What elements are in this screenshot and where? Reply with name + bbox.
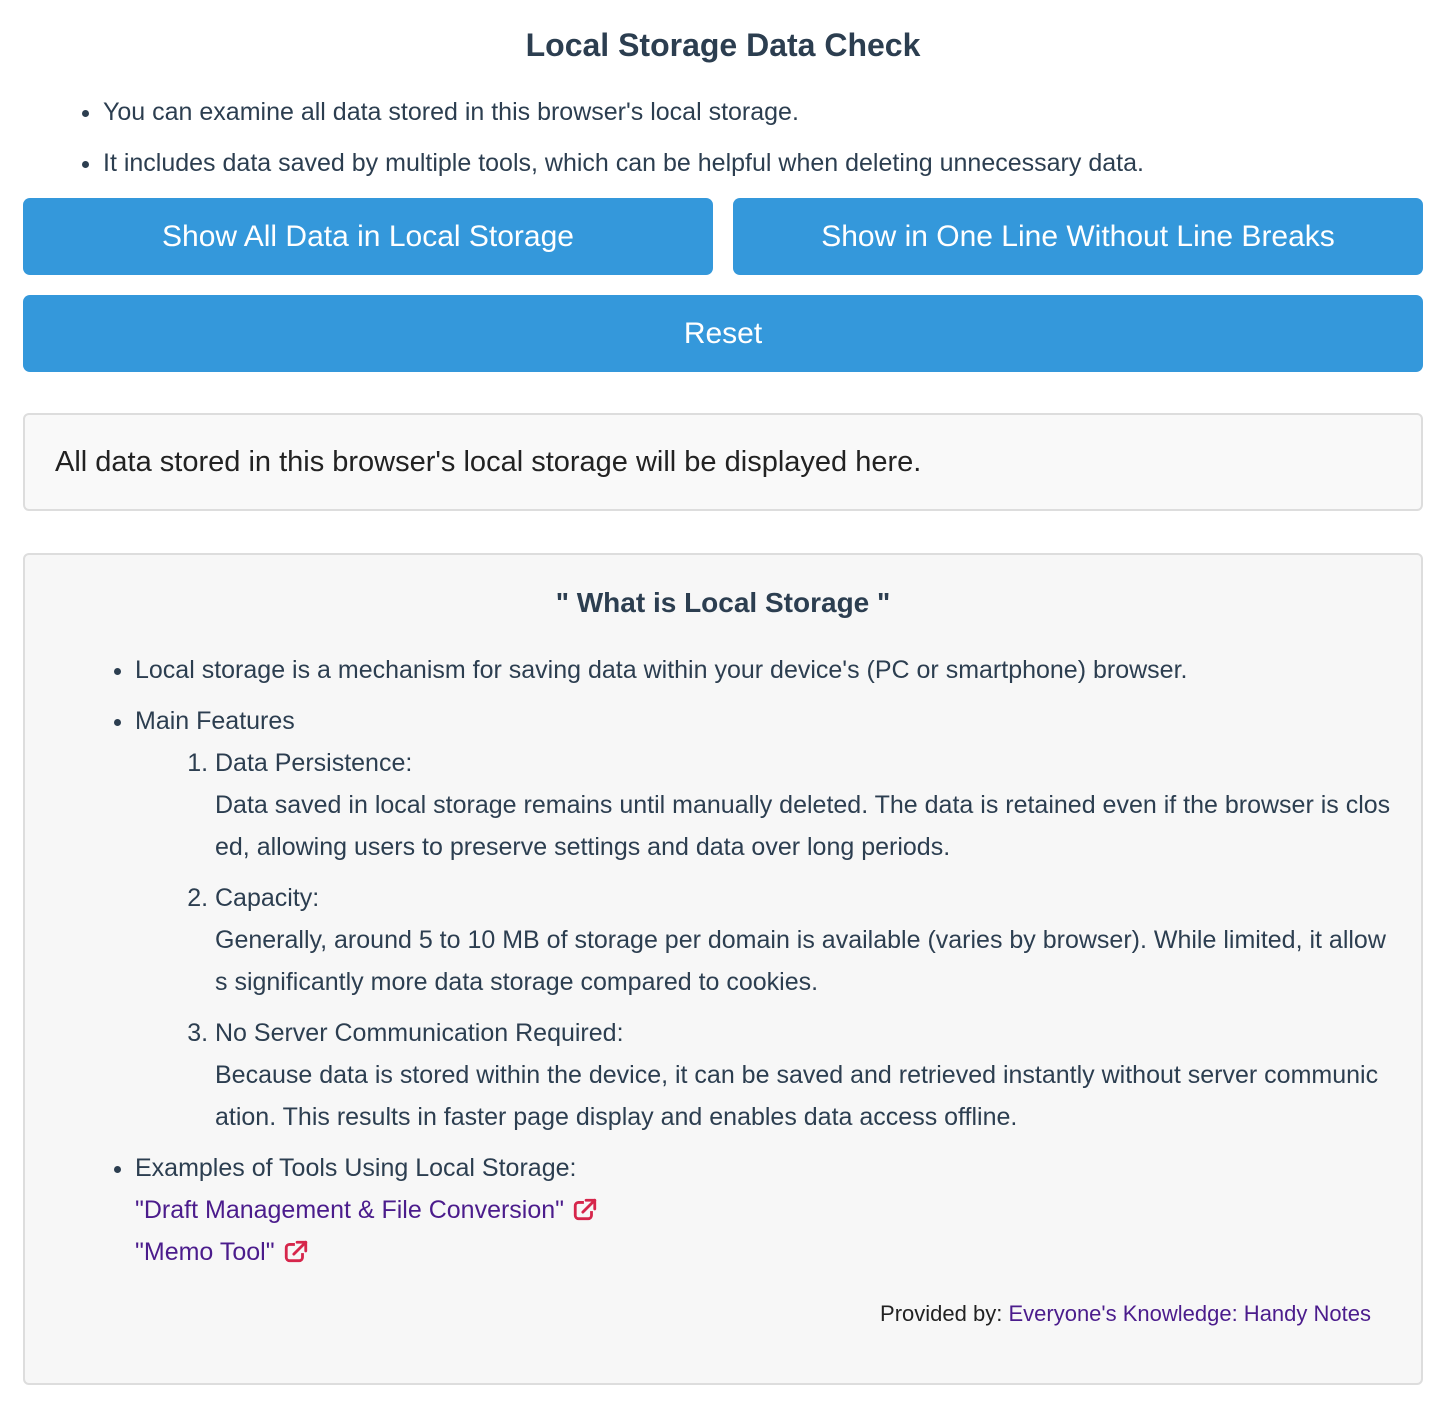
intro-list	[23, 95, 1423, 180]
memo-tool-link[interactable]	[135, 1231, 309, 1273]
examples-item	[135, 1147, 1391, 1273]
info-list	[25, 649, 1421, 1273]
show-all-data-button[interactable]: Show All Data in Local Storage	[23, 198, 713, 275]
external-link-icon	[572, 1197, 598, 1223]
output-placeholder: All data stored in this browser's local storage will be displayed here.	[55, 445, 922, 478]
info-panel	[23, 553, 1423, 1385]
provided-by	[880, 1301, 1371, 1327]
info-title: " What is Local Storage "	[555, 587, 891, 618]
feature-description: Because data is stored within the device, it can be saved and retrieved instantly without server communication. This results in faster page display and enables data access offline.	[215, 1061, 1379, 1131]
link-label: "Draft Management & File Conversion"	[135, 1196, 565, 1224]
definition-item: • Local storage is a mechanism for saving data within your device's (PC or smartphone) browser.	[135, 649, 1391, 691]
features-list	[135, 742, 1391, 1138]
feature-title: Data Persistence:	[215, 749, 413, 777]
features-heading: Main Features	[135, 707, 295, 735]
feature-title: Capacity:	[215, 884, 320, 912]
page	[23, 0, 1423, 1385]
intro-item: • It includes data saved by multiple tools, which can be helpful when deleting unnecessary data.	[103, 146, 1423, 180]
output-area	[23, 413, 1423, 511]
external-link-icon	[283, 1239, 309, 1265]
link-label: "Memo Tool"	[135, 1238, 275, 1266]
feature-description: Generally, around 5 to 10 MB of storage per domain is available (varies by browser). While limited, it allows significantly more data storage compared to cookies.	[215, 926, 1386, 996]
feature-title: No Server Communication Required:	[215, 1019, 624, 1047]
features-item	[135, 700, 1391, 1138]
reset-button[interactable]: Reset	[23, 295, 1423, 372]
examples-heading: Examples of Tools Using Local Storage:	[135, 1154, 577, 1182]
feature-item	[215, 742, 1391, 868]
draft-management-link[interactable]	[135, 1189, 598, 1231]
provided-by-label: Provided by:	[880, 1301, 1003, 1326]
feature-description: Data saved in local storage remains until manually deleted. The data is retained even if the browser is closed, allowing users to preserve settings and data over long periods.	[215, 791, 1391, 861]
provider-link[interactable]: Everyone's Knowledge: Handy Notes	[1008, 1301, 1371, 1326]
feature-item	[215, 877, 1391, 1003]
intro-item: • You can examine all data stored in this browser's local storage.	[103, 95, 1423, 129]
button-row	[23, 198, 1423, 275]
show-one-line-button[interactable]: Show in One Line Without Line Breaks	[733, 198, 1423, 275]
page-title: Local Storage Data Check	[525, 27, 921, 63]
feature-item	[215, 1012, 1391, 1138]
